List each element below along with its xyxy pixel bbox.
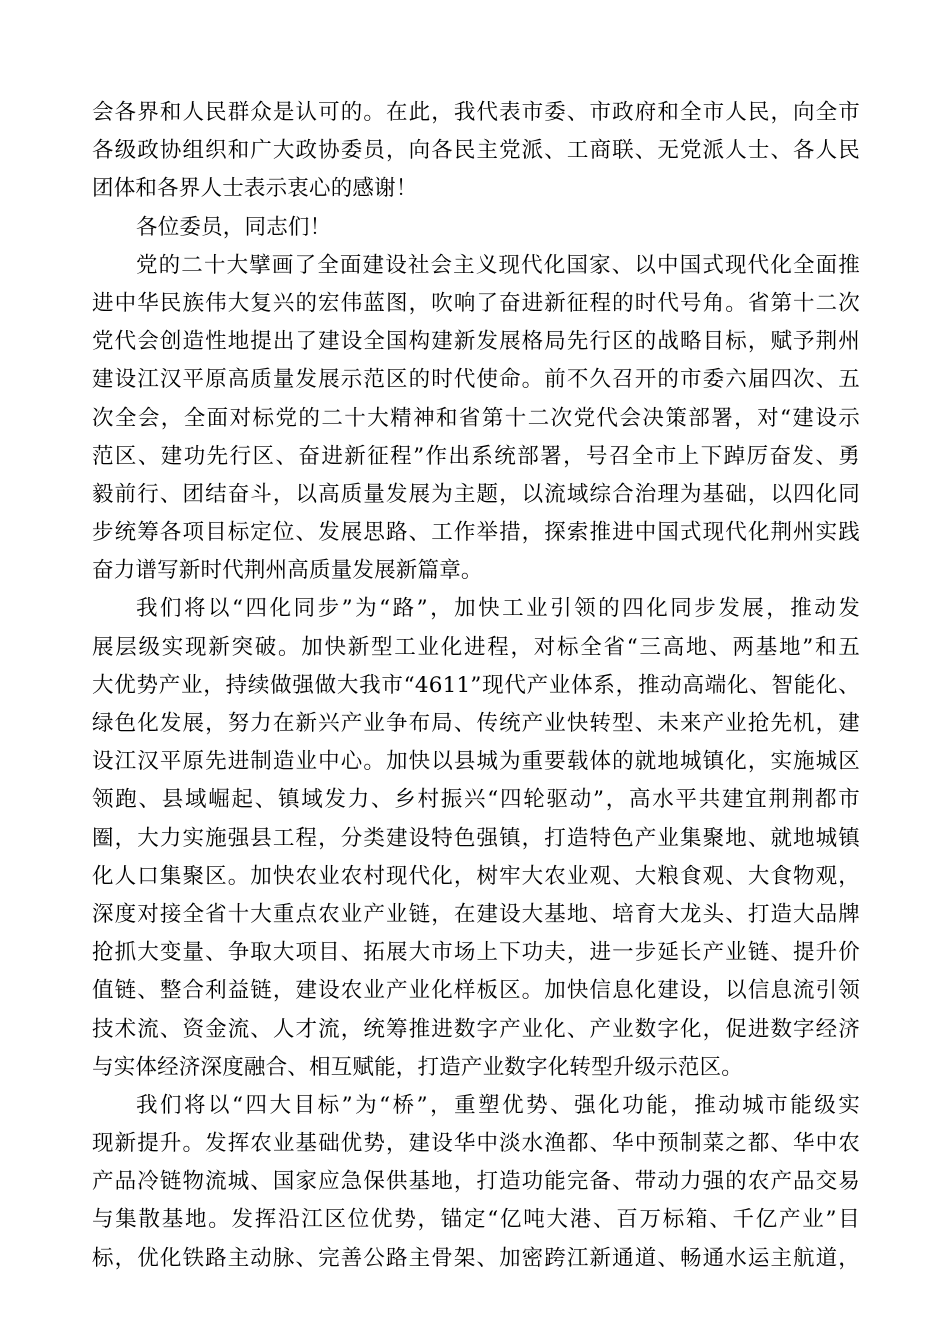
text-line: 与实体经济深度融合、相互赋能，打造产业数字化转型升级示范区。 bbox=[92, 1054, 744, 1080]
text-line: 绿色化发展，努力在新兴产业争布局、传统产业快转型、未来产业抢先机，建 bbox=[92, 711, 860, 736]
text-line: 我们将以“四化同步”为“路”，加快工业引领的四化同步发展，推动发 bbox=[136, 596, 860, 622]
text-line: 进中华民族伟大复兴的宏伟蓝图，吹响了奋进新征程的时代号角。省第十二次 bbox=[92, 290, 860, 316]
text-line: 毅前行、团结奋斗，以高质量发展为主题，以流域综合治理为基础，以四化同 bbox=[92, 481, 860, 507]
text-line: 党的二十大擘画了全面建设社会主义现代化国家、以中国式现代化全面推 bbox=[136, 252, 860, 278]
document-body bbox=[92, 94, 860, 1278]
text-line: 深度对接全省十大重点农业产业链，在建设大基地、培育大龙头、打造大品牌 bbox=[92, 901, 860, 927]
text-line: 次全会，全面对标党的二十大精神和省第十二次党代会决策部署，对“建设示 bbox=[92, 405, 860, 431]
text-line: 党代会创造性地提出了建设全国构建新发展格局先行区的战略目标，赋予荆州 bbox=[92, 329, 860, 355]
text-line: 技术流、资金流、人才流，统筹推进数字产业化、产业数字化，促进数字经济 bbox=[92, 1016, 860, 1042]
text-line: 范区、建功先行区、奋进新征程”作出系统部署，号召全市上下踔厉奋发、勇 bbox=[92, 443, 860, 469]
text-line: 会各界和人民群众是认可的。在此，我代表市委、市政府和全市人民，向全市 bbox=[92, 100, 860, 125]
text-line: 值链、整合利益链，建设农业产业化样板区。加快信息化建设，以信息流引领 bbox=[92, 978, 860, 1004]
text-line: 与集散基地。发挥沿江区位优势，锚定“亿吨大港、百万标箱、千亿产业”目 bbox=[92, 1207, 860, 1233]
text-line: 领跑、县域崛起、镇域发力、乡村振兴“四轮驱动”，高水平共建宜荆荆都市 bbox=[92, 787, 860, 813]
text-line: 团体和各界人士表示衷心的感谢！ bbox=[92, 176, 418, 202]
text-line: 奋力谱写新时代荆州高质量发展新篇章。 bbox=[92, 558, 483, 584]
text-line: 建设江汉平原高质量发展示范区的时代使命。前不久召开的市委六届四次、五 bbox=[92, 367, 860, 393]
text-line: 各级政协组织和广大政协委员，向各民主党派、工商联、无党派人士、各人民 bbox=[92, 138, 860, 164]
text-line: 大优势产业，持续做强做大我市“4611”现代产业体系，推动高端化、智能化、 bbox=[92, 672, 860, 698]
text-line: 化人口集聚区。加快农业农村现代化，树牢大农业观、大粮食观、大食物观， bbox=[92, 863, 860, 889]
text-line: 产品冷链物流城、国家应急保供基地，打造功能完备、带动力强的农产品交易 bbox=[92, 1169, 860, 1195]
text-line: 标，优化铁路主动脉、完善公路主骨架、加密跨江新通道、畅通水运主航道， bbox=[92, 1245, 860, 1271]
text-line: 抢抓大变量、争取大项目、拓展大市场上下功夫，进一步延长产业链、提升价 bbox=[92, 940, 860, 966]
text-line: 设江汉平原先进制造业中心。加快以县城为重要载体的就地城镇化，实施城区 bbox=[92, 749, 860, 775]
text-line: 圈，大力实施强县工程，分类建设特色强镇，打造特色产业集聚地、就地城镇 bbox=[92, 825, 860, 851]
text-line: 现新提升。发挥农业基础优势，建设华中淡水渔都、华中预制菜之都、华中农 bbox=[92, 1131, 860, 1157]
text-line: 各位委员，同志们！ bbox=[136, 214, 332, 240]
text-line: 我们将以“四大目标”为“桥”，重塑优势、强化功能，推动城市能级实 bbox=[136, 1092, 860, 1118]
text-line: 展层级实现新突破。加快新型工业化进程，对标全省“三高地、两基地”和五 bbox=[92, 634, 860, 660]
text-line: 步统筹各项目标定位、发展思路、工作举措，探索推进中国式现代化荆州实践 bbox=[92, 520, 860, 546]
